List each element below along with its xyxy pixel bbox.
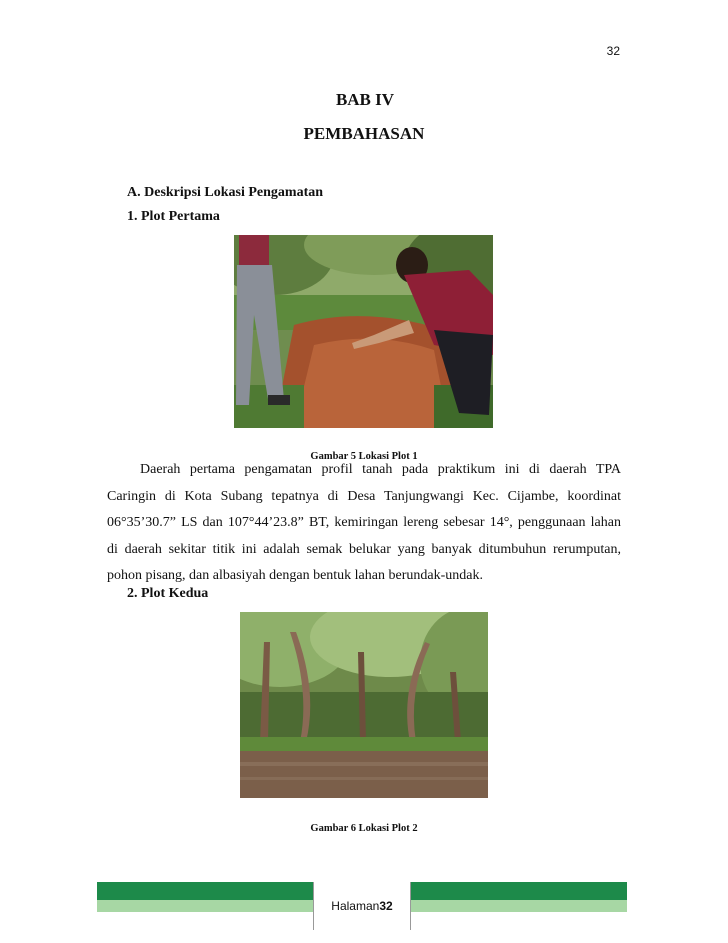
- section-a-title: Deskripsi Lokasi Pengamatan: [144, 185, 324, 200]
- section-a-heading: [127, 185, 323, 201]
- plot1-title: Plot Pertama: [141, 209, 220, 224]
- footer-label-text: Halaman: [331, 899, 380, 913]
- plot1-paragraph: [107, 457, 621, 590]
- page-number: 32: [606, 44, 620, 58]
- paragraph-line: 06°35’30.7” LS dan 107°44’23.8” BT, kemiringan lereng sebesar 14°, penggunaan lahan: [107, 515, 621, 530]
- chapter-subtitle: PEMBAHASAN: [303, 124, 425, 143]
- paragraph-line: Caringin di Kota Subang tepatnya di Desa Tanjungwangi Kec. Cijambe, koordinat: [107, 488, 621, 504]
- plot2-label: 2.: [127, 586, 138, 601]
- plot2-photo: [240, 612, 488, 798]
- paragraph-line: pohon pisang, dan albasiyah dengan bentuk lahan berundak-undak.: [107, 568, 483, 583]
- footer-page-number: 32: [379, 899, 393, 913]
- paragraph-line: Daerah pertama pengamatan profil tanah pada praktikum ini di daerah TPA: [140, 462, 621, 477]
- plot1-label: 1.: [127, 209, 138, 224]
- chapter-title: BAB IV: [335, 90, 395, 109]
- plot1-photo: [234, 235, 493, 428]
- plot1-caption: Gambar 5 Lokasi Plot 1: [310, 451, 418, 462]
- plot2-title: Plot Kedua: [141, 586, 209, 601]
- plot2-caption: Gambar 6 Lokasi Plot 2: [310, 823, 418, 834]
- footer-page-label: [313, 882, 411, 930]
- section-a-label: A.: [127, 185, 141, 200]
- plot2-heading: [127, 586, 208, 602]
- plot1-heading: [127, 209, 220, 225]
- paragraph-line: di daerah sekitar titik ini adalah semak belukar yang banyak ditumbuhun rerumputan,: [107, 541, 621, 557]
